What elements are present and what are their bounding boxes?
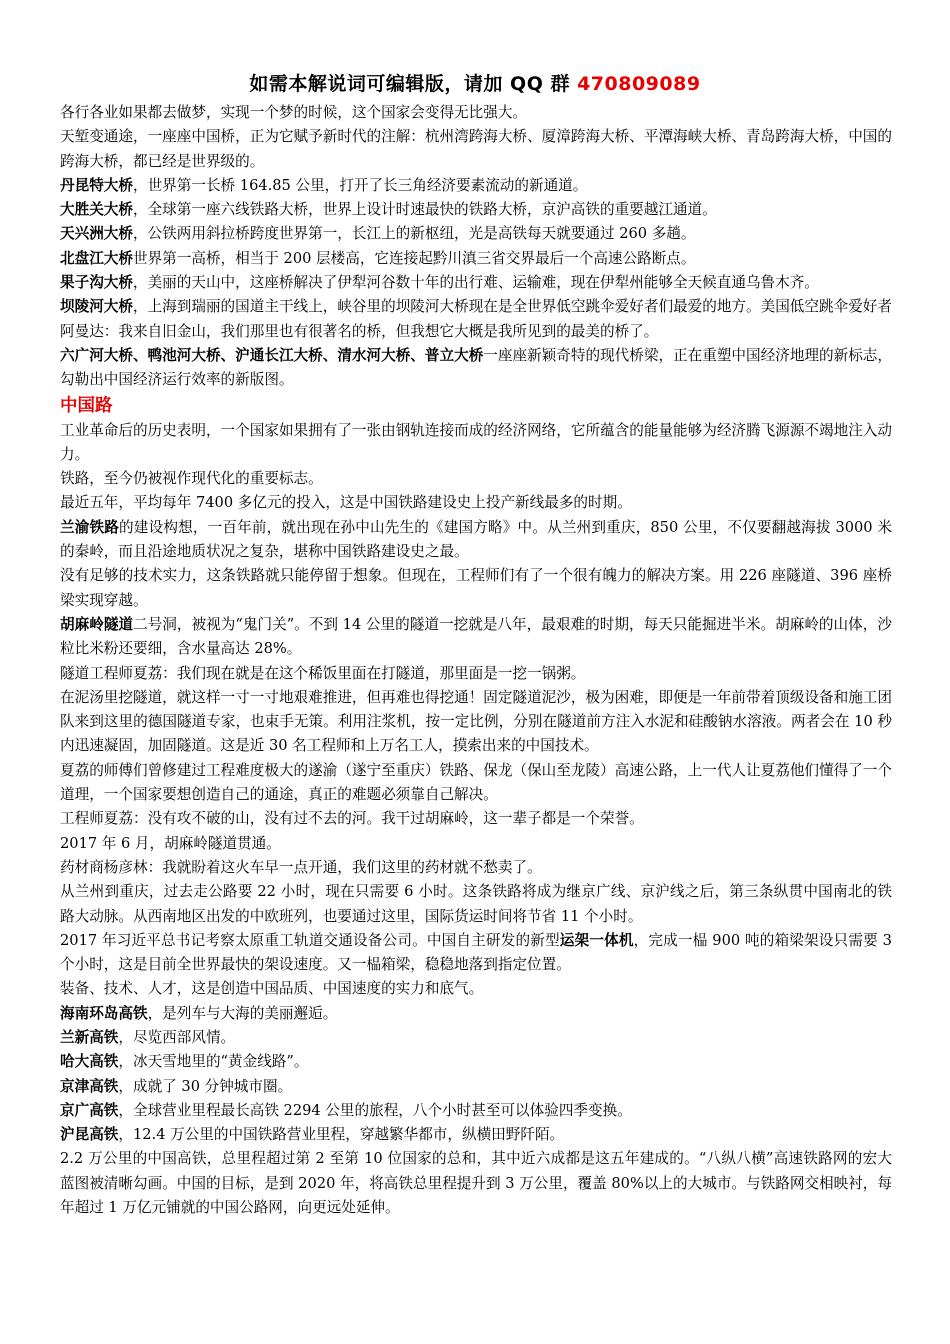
paragraph [60,247,892,271]
paragraph-bold-term: 果子沟大桥 [60,274,133,292]
paragraph-text: 2.2 万公里的中国高铁，总里程超过第 2 至第 10 位国家的总和，其中近六成都是这五年建成的。“八纵八横”高速铁路网的宏大蓝图被清晰勾画。中国的目标，是到 2020 年，将高铁总里程提升到 3 万公里，覆盖 80%以上的大城市。与铁路网交相映衬，每年超过 1 万亿元铺就的中国公路网，向更远处延伸。 [60,1150,892,1217]
paragraph [60,125,892,174]
paragraph [60,759,892,808]
paragraph-text: 天堑变通途，一座座中国桥，正为它赋予新时代的注解：杭州湾跨海大桥、厦漳跨海大桥、平潭海峡大桥、青岛跨海大桥，中国的跨海大桥，都已经是世界级的。 [60,128,892,170]
paragraph-bold-term: 大胜关大桥 [60,201,133,219]
paragraph-text: ，美丽的天山中，这座桥解决了伊犁河谷数十年的出行难、运输难，现在伊犁州能够全天候直通乌鲁木齐。 [132,274,819,292]
paragraph-text: 最近五年，平均每年 7400 多亿元的投入，这是中国铁路建设史上投产新线最多的时期。 [60,494,632,512]
paragraph-text: ，上海到瑞丽的国道主干线上，峡谷里的坝陵河大桥现在是全世界低空跳伞爱好者们最爱的地方。美国低空跳伞爱好者阿曼达：我来自旧金山，我们那里也有很著名的桥，但我想它大概是我所见到的最美的桥了。 [60,298,892,340]
paragraph-bold-term: 丹昆特大桥 [60,176,133,194]
qq-group-number: 470809089 [577,73,701,95]
paragraph [60,1147,892,1220]
paragraph-text: 一座座新颖奇特的现代桥梁，正在重塑中国经济地理的新标志，勾勒出中国经济运行效率的新版图。 [60,346,892,389]
paragraph [60,516,892,565]
page-header [0,70,950,98]
paragraph-bold-term: 兰渝铁路 [60,518,120,536]
paragraph-text: 各行各业如果都去做梦，实现一个梦的时候，这个国家会变得无比强大。 [60,104,528,121]
paragraph-text: ，尽览西部风情。 [118,1028,236,1046]
paragraph [60,977,892,1001]
paragraph-text: 2017 年习近平总书记考察太原重工轨道交通设备公司。中国自主研发的新型 [60,931,560,949]
paragraph-text: ，12.4 万公里的中国铁路营业里程，穿越繁华都市，纵横田野阡陌。 [118,1126,565,1144]
paragraph-text: ，全球营业里程最长高铁 2294 公里的旅程，八个小时甚至可以体验四季变换。 [118,1101,632,1119]
paragraph [60,807,892,831]
paragraph [60,222,892,246]
paragraph [60,271,892,295]
document-body [60,101,892,1220]
paragraph-text: 2017 年 6 月，胡麻岭隧道贯通。 [60,834,281,852]
paragraph [60,419,892,468]
paragraph-bold-term: 京津高铁 [60,1077,119,1095]
paragraph-text: 工业革命后的历史表明，一个国家如果拥有了一张由钢轨连接而成的经济网络，它所蕴含的能量能够为经济腾飞源源不竭地注入动力。 [60,421,892,463]
paragraph-bold-term: 北盘江大桥 [60,249,133,267]
paragraph [60,1075,892,1099]
paragraph [60,686,892,759]
paragraph-text: 没有足够的技术实力，这条铁路就只能停留于想象。但现在，工程师们有了一个很有魄力的解决方案。用 226 座隧道、396 座桥梁实现穿越。 [60,567,892,609]
paragraph [60,880,892,929]
paragraph-text: 二号洞，被视为“鬼门关”。不到 14 公里的隧道一挖就是八年，最艰难的时期，每天只能掘进半米。胡麻岭的山体，沙粒比米粉还要细，含水量高达 28%。 [60,615,892,658]
paragraph [60,101,892,125]
paragraph-text: ，公铁两用斜拉桥跨度世界第一，长江上的新枢纽，光是高铁每天就要通过 260 多趟。 [132,225,696,243]
paragraph [60,613,892,662]
header-text: 如需本解说词可编辑版，请加 QQ 群 [249,73,578,95]
paragraph [60,1026,892,1050]
paragraph [60,1123,892,1147]
paragraph-bold-term: 沪昆高铁 [60,1126,119,1144]
paragraph [60,467,892,491]
paragraph-bold-term: 海南环岛高铁 [60,1004,148,1022]
paragraph-text: 的建设构想，一百年前，就出现在孙中山先生的《建国方略》中。从兰州到重庆，850 公里，不仅要翻越海拔 3000 米的秦岭，而且沿途地质状况之复杂，堪称中国铁路建设史之最。 [60,518,892,561]
paragraph-text: ，是列车与大海的美丽邂逅。 [147,1004,338,1022]
paragraph-text: ，成就了 30 分钟城市圈。 [118,1077,293,1095]
paragraph-text: ，世界第一长桥 164.85 公里，打开了长三角经济要素流动的新通道。 [132,176,588,194]
paragraph [60,856,892,880]
paragraph [60,344,892,393]
paragraph-text: 夏荔的师傅们曾修建过工程难度极大的遂渝（遂宁至重庆）铁路、保龙（保山至龙陵）高速公路，上一代人让夏荔他们懂得了一个道理，一个国家要想创造自己的通途，真正的难题必须靠自己解决。 [60,761,892,804]
paragraph [60,662,892,686]
paragraph-text: 隧道工程师夏荔：我们现在就是在这个稀饭里面在打隧道，那里面是一挖一锅粥。 [60,664,586,682]
paragraph-text: ，全球第一座六线铁路大桥，世界上设计时速最快的铁路大桥，京沪高铁的重要越江通道。 [132,201,717,219]
paragraph [60,1002,892,1026]
paragraph-bold-term: 运架一体机 [559,931,634,949]
paragraph-text: ，完成一榀 900 吨的箱梁架设只需要 3 个小时，这是目前全世界最快的架设速度。又一榀箱梁，稳稳地落到指定位置。 [60,931,892,974]
paragraph-text: 在泥汤里挖隧道，就这样一寸一寸地艰难推进，但再难也得挖通！固定隧道泥沙，极为困难，即便是一年前带着顶级设备和施工团队来到这里的德国隧道专家，也束手无策。利用注浆机，按一定比例，分别在隧道前方注入水泥和硅酸钠水溶液。两者会在 10 秒内迅速凝固，加固隧道。这是近 30 名工程师和上万名工人，摸索出来的中国技术。 [60,688,892,755]
paragraph [60,832,892,856]
paragraph-bold-term: 京广高铁 [60,1101,119,1119]
paragraph [60,1099,892,1123]
paragraph-bold-term: 六广河大桥、鸭池河大桥、沪通长江大桥、清水河大桥、普立大桥 [60,346,484,364]
paragraph [60,198,892,222]
paragraph-bold-term: 胡麻岭隧道 [60,615,134,633]
paragraph [60,929,892,978]
paragraph-bold-term: 天兴洲大桥 [60,225,133,243]
paragraph [60,491,892,515]
paragraph-text: 药材商杨彦林：我就盼着这火车早一点开通，我们这里的药材就不愁卖了。 [60,858,542,876]
paragraph [60,564,892,613]
paragraph [60,174,892,198]
paragraph-text: ，冰天雪地里的“黄金线路”。 [118,1053,309,1071]
paragraph-bold-term: 坝陵河大桥 [60,298,133,316]
section-heading: 中国路 [60,395,113,416]
paragraph-bold-term: 哈大高铁 [60,1053,119,1071]
paragraph-text: 装备、技术、人才，这是创造中国品质、中国速度的实力和底气。 [60,980,484,998]
paragraph-bold-term: 兰新高铁 [60,1028,119,1046]
paragraph-text: 从兰州到重庆，过去走公路要 22 小时，现在只需要 6 小时。这条铁路将成为继京广线、京沪线之后，第三条纵贯中国南北的铁路大动脉。从西南地区出发的中欧班列，也要通过这里，国际货运时间将节省 11 个小时。 [60,883,892,925]
paragraph-text: 铁路，至今仍被视作现代化的重要标志。 [60,470,323,488]
paragraph [60,295,892,344]
paragraph-text: 世界第一高桥，相当于 200 层楼高，它连接起黔川滇三省交界最后一个高速公路断点。 [132,249,696,267]
paragraph-text: 工程师夏荔：没有攻不破的山，没有过不去的河。我干过胡麻岭，这一辈子都是一个荣誉。 [60,810,644,828]
paragraph [60,1050,892,1074]
